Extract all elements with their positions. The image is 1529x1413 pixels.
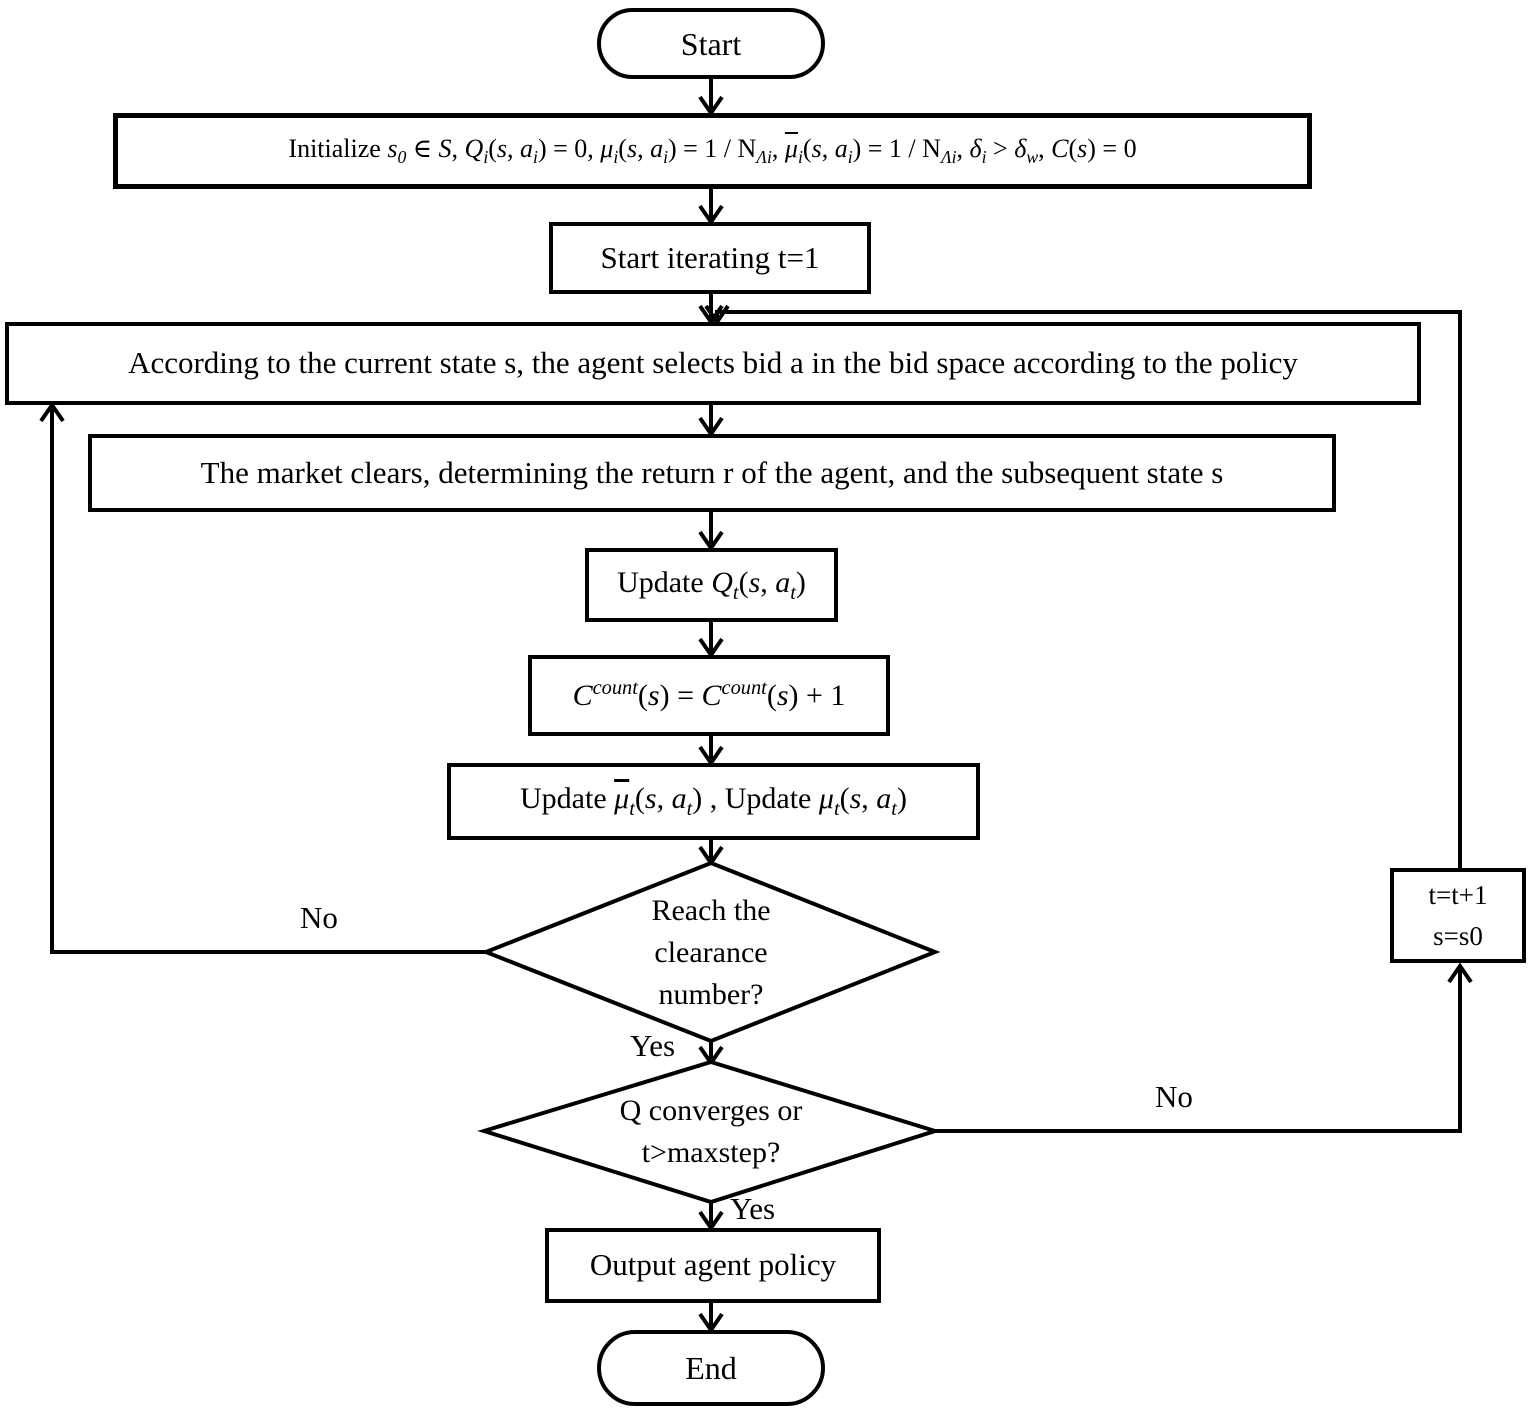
decision-clearance-line1: Reach the <box>651 894 771 927</box>
edge-label-clearance-no: No <box>300 900 338 935</box>
arrow-update-count-to-update-mu <box>700 736 722 763</box>
edge-label-converge-no: No <box>1155 1079 1193 1114</box>
arrow-update-mu-to-clearance-decision <box>700 840 722 863</box>
node-update-mu <box>447 763 980 840</box>
node-initialize <box>113 113 1312 189</box>
arrow-initialize-to-iterating <box>700 188 722 222</box>
arrow-select-bid-to-market-clears <box>700 405 722 434</box>
node-increment-line1: t=t+1 <box>1428 880 1488 910</box>
node-update-mu-label: Update $\overline{\mu}_t(s$, $a_t$) , Update $\mu_t(s$, $a_t$) <box>520 782 907 821</box>
edge-label-clearance-yes: Yes <box>630 1028 676 1063</box>
arrow-output-to-end <box>700 1303 722 1330</box>
node-start <box>597 8 825 79</box>
node-start-iterating <box>549 222 871 294</box>
arrow-update-q-to-update-count <box>700 622 722 655</box>
node-increment-step <box>1390 868 1526 963</box>
converge-yes-arrow <box>700 1202 722 1228</box>
arrow-start-to-initialize <box>700 78 722 113</box>
node-update-count-label: $C^{count}(s) = C^{count}(s) + 1$ <box>572 677 846 713</box>
node-market-clears <box>88 434 1336 512</box>
clearance-yes-arrow <box>700 1041 722 1063</box>
node-update-q <box>585 548 838 622</box>
node-select-bid-label: According to the current state s, the agent selects bid a in the bid space according to the policy <box>128 345 1298 381</box>
decision-clearance-line3: number? <box>658 978 764 1011</box>
node-start-label: Start <box>680 25 742 62</box>
arrow-market-clears-to-update-q <box>700 512 722 548</box>
node-increment-line2: s=s0 <box>1433 920 1483 951</box>
node-end <box>597 1330 825 1406</box>
decision-converge-line2: t>maxstep? <box>641 1136 781 1169</box>
decision-clearance-label <box>586 888 836 1018</box>
node-update-count <box>528 655 890 736</box>
node-initialize-label: Initialize $s_0$ ∈ S, $Q_i(s$, $a_i) = 0$, $\mu_i(s$, $a_i) = 1 / N_{\Lambda i}$, $\overline{\mu}_i(s$, $a_i) = 1 / N_{\Lambda i}$, $\delta_i > \delta_w$, C(s) = 0 <box>288 134 1137 168</box>
converge-no-line <box>935 966 1471 1131</box>
decision-clearance-line2: clearance <box>654 936 768 969</box>
decision-converge-label <box>561 1088 861 1176</box>
node-end-label: End <box>685 1350 737 1386</box>
node-market-clears-label: The market clears, determining the return r of the agent, and the subsequent state s <box>200 454 1224 490</box>
node-update-q-label: Update $Q_t(s$, $a_t$) <box>617 565 806 604</box>
decision-converge-line1: Q converges or <box>619 1094 803 1127</box>
edge-label-converge-yes: Yes <box>730 1191 776 1226</box>
node-start-iterating-label: Start iterating t=1 <box>600 239 820 275</box>
node-output-policy-label: Output agent policy <box>589 1247 837 1283</box>
node-output-policy <box>545 1228 881 1303</box>
node-select-bid <box>5 322 1421 405</box>
